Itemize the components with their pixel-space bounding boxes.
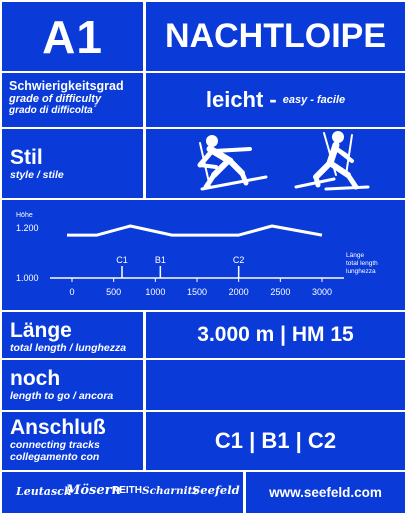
connections-value: C1 | B1 | C2: [214, 428, 337, 453]
difficulty-value-panel: [146, 73, 405, 127]
remaining-label-panel: [2, 360, 143, 410]
x-axis-label-it: lunghezza: [346, 268, 376, 275]
difficulty-value: leicht -: [205, 87, 277, 112]
y-tick-label: 1.200: [16, 223, 39, 233]
x-tick-label: 1000: [145, 287, 166, 297]
remaining-sublabel: length to go / ancora: [10, 390, 114, 402]
style-icons: [146, 129, 405, 198]
length-label-panel: [2, 312, 143, 358]
trail-code: A1: [42, 10, 103, 63]
length-label: Länge: [10, 319, 72, 342]
length-value-panel: [146, 312, 405, 358]
logo-scharnitz: Scharnitz: [142, 485, 199, 497]
trail-name-panel: [146, 2, 405, 71]
trail-code-panel: [2, 2, 143, 71]
y-axis-label: Höhe: [16, 212, 33, 219]
elevation-profile-panel: [2, 200, 405, 310]
trail-name: NACHTLOIPE: [165, 17, 386, 55]
x-tick-label: 1500: [186, 287, 208, 297]
skating-skier-icon: [296, 131, 368, 189]
municipality-logos-panel: [2, 472, 243, 513]
x-tick-label: 3000: [311, 287, 333, 297]
style-icons-panel: [146, 129, 405, 198]
website-url: www.seefeld.com: [269, 485, 382, 500]
difficulty-label-it: grado di difficolta´: [9, 105, 97, 116]
marker-label: C2: [232, 255, 245, 265]
connections-sublabel-it: collegamento con: [10, 451, 100, 463]
logo-leutasch: Leutasch: [16, 485, 72, 498]
connections-label: Anschluß: [10, 416, 106, 439]
remaining-value-panel: [146, 360, 405, 410]
x-tick-label: 2500: [270, 287, 291, 297]
marker-label: B1: [154, 255, 166, 265]
website-panel: [246, 472, 405, 513]
difficulty-value-sub: easy - facile: [282, 94, 346, 106]
x-axis-label-de: Länge: [346, 252, 365, 259]
x-tick-label: 0: [69, 287, 75, 297]
elevation-profile-chart: [2, 200, 405, 310]
difficulty-label-panel: [2, 73, 143, 127]
logo-reith: REITH: [112, 485, 142, 496]
difficulty-label-de: Schwierigkeitsgrad: [9, 79, 124, 93]
remaining-label: noch: [10, 367, 61, 390]
logo-seefeld: Seefeld: [192, 483, 240, 497]
style-sublabel: style / stile: [10, 169, 64, 181]
style-label: Stil: [10, 146, 43, 169]
length-value: 3.000 m | HM 15: [197, 323, 354, 346]
style-label-panel: [2, 129, 143, 198]
logo-moesern: Mösern: [66, 483, 121, 498]
x-tick-label: 2000: [228, 287, 249, 297]
x-tick-label: 500: [106, 287, 122, 297]
classic-skier-icon: [200, 135, 266, 189]
difficulty-label-en: grade of difficulty: [9, 93, 102, 105]
marker-label: C1: [116, 255, 128, 265]
connections-value-panel: [146, 412, 405, 470]
length-sublabel: total length / lunghezza: [10, 342, 127, 354]
x-axis-label-en: total length: [346, 260, 378, 267]
elevation-profile-line: [67, 226, 322, 235]
connections-sublabel-en: connecting tracks: [10, 439, 100, 451]
connections-label-panel: [2, 412, 143, 470]
y-tick-label: 1.000: [16, 273, 39, 283]
